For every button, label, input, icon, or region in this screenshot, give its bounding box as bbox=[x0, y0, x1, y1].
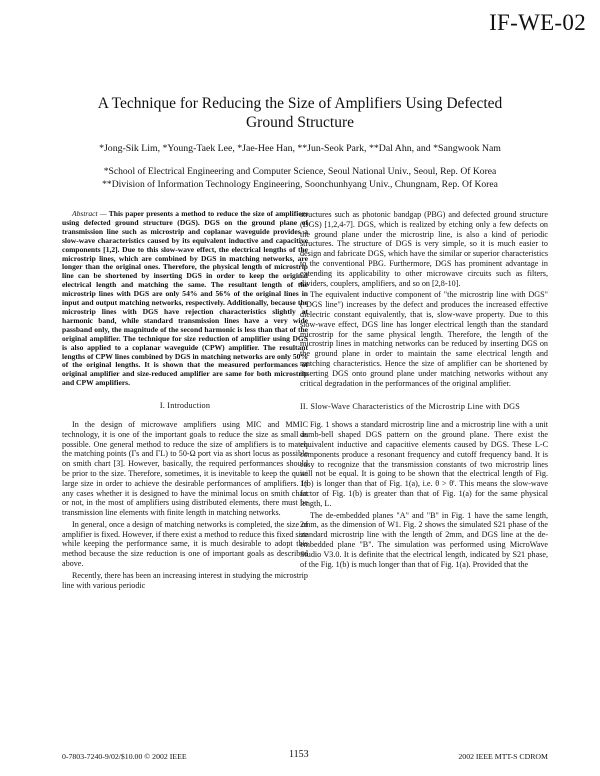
footer-copyright: 0-7803-7240-9/02/$10.00 © 2002 IEEE bbox=[62, 752, 187, 761]
section-2-heading: II. Slow-Wave Characteristics of the Microstrip Line with DGS bbox=[300, 402, 521, 412]
abstract-text: This paper presents a method to reduce the size of amplifiers using defected ground structure (DGS). DGS on the ground plane of transmission line such as microstrip and coplanar waveguide provides a slow-wave characteristics caused by its equivalent inductive and capacitive components [1,2]. Due to this slow-wave effect, the electrical lengths of the microstrip lines, which are combined by DGS in matching networks, are longer than the original ones. Therefore, the physical length of microstrip line can be shortened by inserting DGS in order to keep the original electrical length and matching the same. The resultant length of the microstrip lines with DGS are only 54% and 56% of the original lines in input and output matching networks, respectively. Additionally, because the microstrip lines with DGS have rejection characteristics slightly at harmonic band, while standard transmission lines have a very wide passband only, the magnitude of the second harmonic is less than that of the original amplifier. The technique for size reduction of amplifier using DGS is also applied to a coplanar waveguide (CPW) amplifier. The resultant lengths of CPW lines combined by DGS in matching networks are only 50% of the original lengths. It is shown that the measured performances of original amplifier and size-reduced amplifier are same for both microstrip and CPW amplifiers. bbox=[62, 209, 308, 388]
title-line-1: A Technique for Reducing the Size of Amplifiers Using Defected bbox=[97, 95, 503, 112]
abstract-lead: Abstract — bbox=[72, 209, 107, 218]
session-code: IF-WE-02 bbox=[489, 10, 586, 35]
footer-venue: 2002 IEEE MTT-S CDROM bbox=[458, 752, 548, 761]
section-2-paragraph-1: Fig. 1 shows a standard microstrip line and a microstrip line with a unit dumb-bell shaped DGS pattern on the ground plane. There exist the equivalent inductive and capacitive elements caused by DGS. These L-C components produce a resonant frequency and cutoff frequency band. It is easy to recognize that the transmission constants of two microstrip lines will not be equal. It is going to be shown that the electrical length of Fig. 1(b) is longer than that of Fig. 1(a), i.e. θ > θ'. This means the slow-wave factor of Fig. 1(b) is greater than that of Fig. 1(a) for the same physical length, L. bbox=[300, 420, 548, 508]
intro-paragraph-2: In general, once a design of matching networks is completed, the size of amplifier is fixed. However, if there exist a method to reduce this fixed size while keeping the performance same, it is much desirable to adopt this method because the size reduction is one of important goals as described above. bbox=[62, 519, 308, 569]
abstract bbox=[62, 210, 308, 388]
title-line-2: Ground Structure bbox=[245, 114, 355, 131]
intro-paragraph-1: In the design of microwave amplifiers using MIC and MMIC technology, it is one of the important goals to reduce the size as small as possible. One general method to reduce the size of amplifiers is to match the matching points (Γs and ΓL) to 50-Ω port via as short locus as possible on smith chart [3]. However, basically, the required performances should be prior to the size. Therefore, sometimes, it is inevitable to keep the quite large size in order to achieve the desirable performances of amplifiers. In any cases whether it is designed to have the minimal locus on smith chart or not, in the most of amplifiers using distributed elements, there must be transmission line elements with finite length in matching networks. bbox=[62, 419, 308, 518]
author-list: *Jong-Sik Lim, *Young-Taek Lee, *Jae-Hee Han, **Jun-Seok Park, **Dal Ahn, and *Sangwook Nam bbox=[99, 143, 501, 154]
page-number: 1153 bbox=[289, 749, 309, 760]
paper-title bbox=[60, 94, 540, 132]
section-2-paragraph-2: The de-embedded planes "A" and "B" in Fig. 1 have the same length, 2mm, as the dimension of W1. Fig. 2 shows the simulated S21 phase of the standard microstrip line with the length of 2mm, and DGS line at the de-embedded plane "B". The simulation was performed using MicroWave Studio V3.0. It is definite that the electrical length, indicated by S21 phase, of the Fig. 1(b) is much longer than that of Fig. 1(a). Provided that the bbox=[300, 510, 548, 569]
affiliation-1: *School of Electrical Engineering and Computer Science, Seoul National Univ., Seoul, Rep. Of Korea bbox=[103, 166, 497, 177]
left-column bbox=[62, 210, 308, 590]
right-paragraph-1: structures such as photonic bandgap (PBG) and defected ground structure (DGS) [1,2,4-7]. DGS, which is realized by etching only a few defects on the ground plane under the microstrip line, is also a kind of periodic structures. The structure of DGS is very simple, so it is much easier to design and fabricate DGS, which have the similar or superior characteristics to the conventional PBG. Furthermore, DGS has prominent advantage in extending its applicability to other microwave circuits such as filters, dividers, couplers, amplifiers, and so on [2,8-10]. bbox=[300, 210, 548, 288]
affiliation-2: **Division of Information Technology Engineering, Soonchunhyang Univ., Chungnam, Rep. Of Korea bbox=[102, 179, 498, 190]
right-column bbox=[300, 210, 548, 569]
intro-paragraph-3: Recently, there has been an increasing interest in studying the microstrip line with various periodic bbox=[62, 570, 308, 590]
affiliations bbox=[20, 165, 580, 191]
right-paragraph-2: The equivalent inductive component of "the microstrip line with DGS" ("DGS line") increases by the defect and produces the increased effective dielectric constant equivalently, that is, slow-wave property. Due to this slow-wave effect, DGS line has longer electrical length than the standard microstrip for the same physical length. Therefore, the length of the microstrip lines in matching networks can be reduced by inserting DGS on the ground plane in order to maintain the same electrical length and matching characteristics. Hence the size of amplifier can be shortened by inserting DGS onto ground plane under matching networks without any critical degradation in the performances of the original amplifier. bbox=[300, 290, 548, 388]
section-1-heading: I. Introduction bbox=[159, 401, 211, 411]
